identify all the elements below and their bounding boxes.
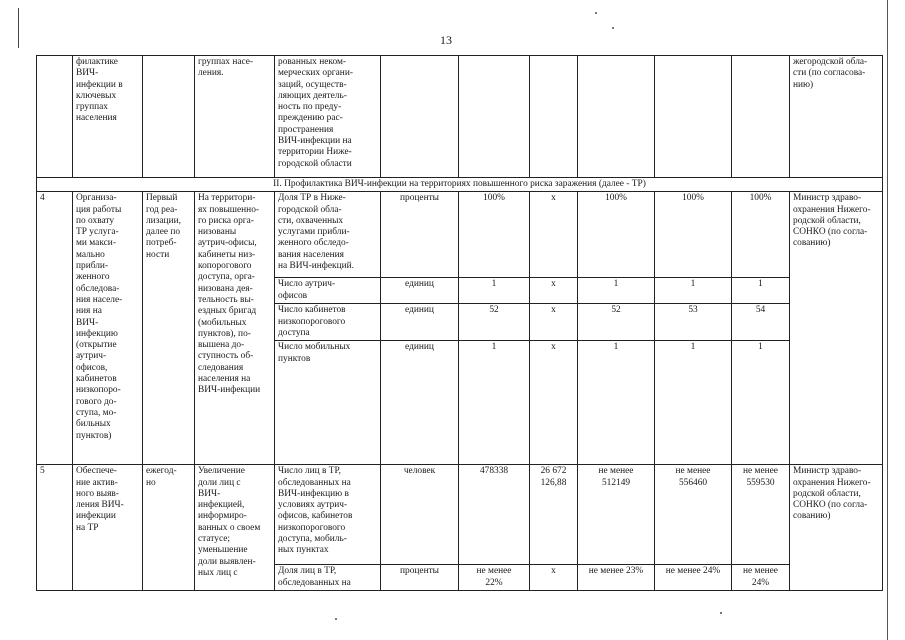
cell-num: 5 <box>37 465 73 591</box>
cell-period: ежегод- но <box>143 465 195 591</box>
scan-edge-line-right <box>887 0 888 640</box>
cell-value <box>530 56 578 178</box>
cell-value: 1 <box>655 278 732 304</box>
cell-responsible: Министр здраво- охранения Нижего- родской области, СОНКО (по согла- сованию) <box>790 465 883 591</box>
cell-value: 1 <box>732 278 790 304</box>
cell-value: х <box>530 278 578 304</box>
cell-value <box>578 56 655 178</box>
cell-unit <box>381 56 459 178</box>
cell-event-name: Обеспече- ние актив- ного выяв- ления ВИЧ- инфекции на ТР <box>73 465 143 591</box>
cell-value: не менее 559530 <box>732 465 790 565</box>
cell-indicator: Число мобильных пунктов <box>275 341 381 465</box>
cell-responsible: жегородской обла- сти (по согласова- нию) <box>790 56 883 178</box>
table-row <box>37 56 883 178</box>
cell-value: 1 <box>655 341 732 465</box>
cell-value <box>459 56 530 178</box>
table-row <box>37 465 883 565</box>
cell-value: 53 <box>655 304 732 341</box>
cell-value: 1 <box>459 278 530 304</box>
scan-speck <box>720 612 722 614</box>
scan-edge-line <box>18 8 19 48</box>
cell-value: 52 <box>459 304 530 341</box>
cell-event-name: филактике ВИЧ- инфекции в ключевых группах населения <box>73 56 143 178</box>
cell-result: На территори- ях повышенно- го риска орга- низованы аутрич-офисы, кабинеты низ- копорогового доступа, орга- низована дея- тельность вы- ездных бригад (мобильных пунктов), по- вышена до- ступность об- следования населения на ВИЧ-инфекции <box>195 192 275 465</box>
cell-result: группах насе- ления. <box>195 56 275 178</box>
program-table <box>36 55 883 591</box>
cell-indicator: Доля ТР в Ниже- городской обла- сти, охваченных услугами прибли- женного обследо- вания населения на ВИЧ-инфекций. <box>275 192 381 278</box>
cell-value: 1 <box>578 278 655 304</box>
cell-num <box>37 56 73 178</box>
cell-indicator: Число кабинетов низкопорогового доступа <box>275 304 381 341</box>
cell-value: не менее 22% <box>459 565 530 591</box>
cell-value: 100% <box>578 192 655 278</box>
cell-value: не менее 24% <box>732 565 790 591</box>
cell-value: не менее 512149 <box>578 465 655 565</box>
section-heading: II. Профилактика ВИЧ-инфекции на территориях повышенного риска заражения (далее - ТР) <box>37 178 883 192</box>
cell-value <box>732 56 790 178</box>
cell-unit: проценты <box>381 192 459 278</box>
cell-responsible: Министр здраво- охранения Нижего- родской области, СОНКО (по согла- сованию) <box>790 192 883 465</box>
cell-unit: единиц <box>381 341 459 465</box>
cell-unit: единиц <box>381 304 459 341</box>
cell-value: 52 <box>578 304 655 341</box>
cell-value: 54 <box>732 304 790 341</box>
cell-value: х <box>530 341 578 465</box>
cell-value: 1 <box>459 341 530 465</box>
cell-value <box>655 56 732 178</box>
cell-value: 478338 <box>459 465 530 565</box>
cell-value: не менее 556460 <box>655 465 732 565</box>
cell-value: х <box>530 565 578 591</box>
cell-indicator: Число лиц в ТР, обследованных на ВИЧ-инфекцию в условиях аутрич- офисов, кабинетов низкопорогового доступа, мобиль- ных пунктах <box>275 465 381 565</box>
cell-result: Увеличение доли лиц с ВИЧ- инфекцией, информиро- ванных о своем статусе; уменьшение доли выявлен- ных лиц с <box>195 465 275 591</box>
cell-value: 1 <box>732 341 790 465</box>
cell-indicator: рованных неком- мерческих органи- заций, осуществ- ляющих деятель- ность по преду- преждению рас- пространения ВИЧ-инфекции на территории Ниже- городской области <box>275 56 381 178</box>
cell-period: Первый год реа- лизации, далее по потреб- ности <box>143 192 195 465</box>
cell-num: 4 <box>37 192 73 465</box>
cell-event-name: Организа- ция работы по охвату ТР услуга- ми макси- мально прибли- женного обследова- ния населе- ния на ВИЧ- инфекцию (открытие аутрич- офисов, кабинетов низкопоро- гового до- ступа, мо- бильных пунктов) <box>73 192 143 465</box>
scan-speck <box>612 27 614 29</box>
cell-value: х <box>530 304 578 341</box>
cell-unit: единиц <box>381 278 459 304</box>
cell-unit: человек <box>381 465 459 565</box>
cell-period <box>143 56 195 178</box>
cell-value: 26 672 126,88 <box>530 465 578 565</box>
cell-indicator: Доля лиц в ТР, обследованных на <box>275 565 381 591</box>
page-number: 13 <box>440 33 452 47</box>
cell-unit: проценты <box>381 565 459 591</box>
cell-value: 100% <box>655 192 732 278</box>
scan-speck <box>595 12 597 14</box>
cell-indicator: Число аутрич- офисов <box>275 278 381 304</box>
cell-value: 100% <box>732 192 790 278</box>
cell-value: не менее 23% <box>578 565 655 591</box>
cell-value: х <box>530 192 578 278</box>
cell-value: 100% <box>459 192 530 278</box>
scan-speck <box>335 618 337 620</box>
cell-value: 1 <box>578 341 655 465</box>
table-row <box>37 178 883 192</box>
cell-value: не менее 24% <box>655 565 732 591</box>
table-row <box>37 192 883 278</box>
